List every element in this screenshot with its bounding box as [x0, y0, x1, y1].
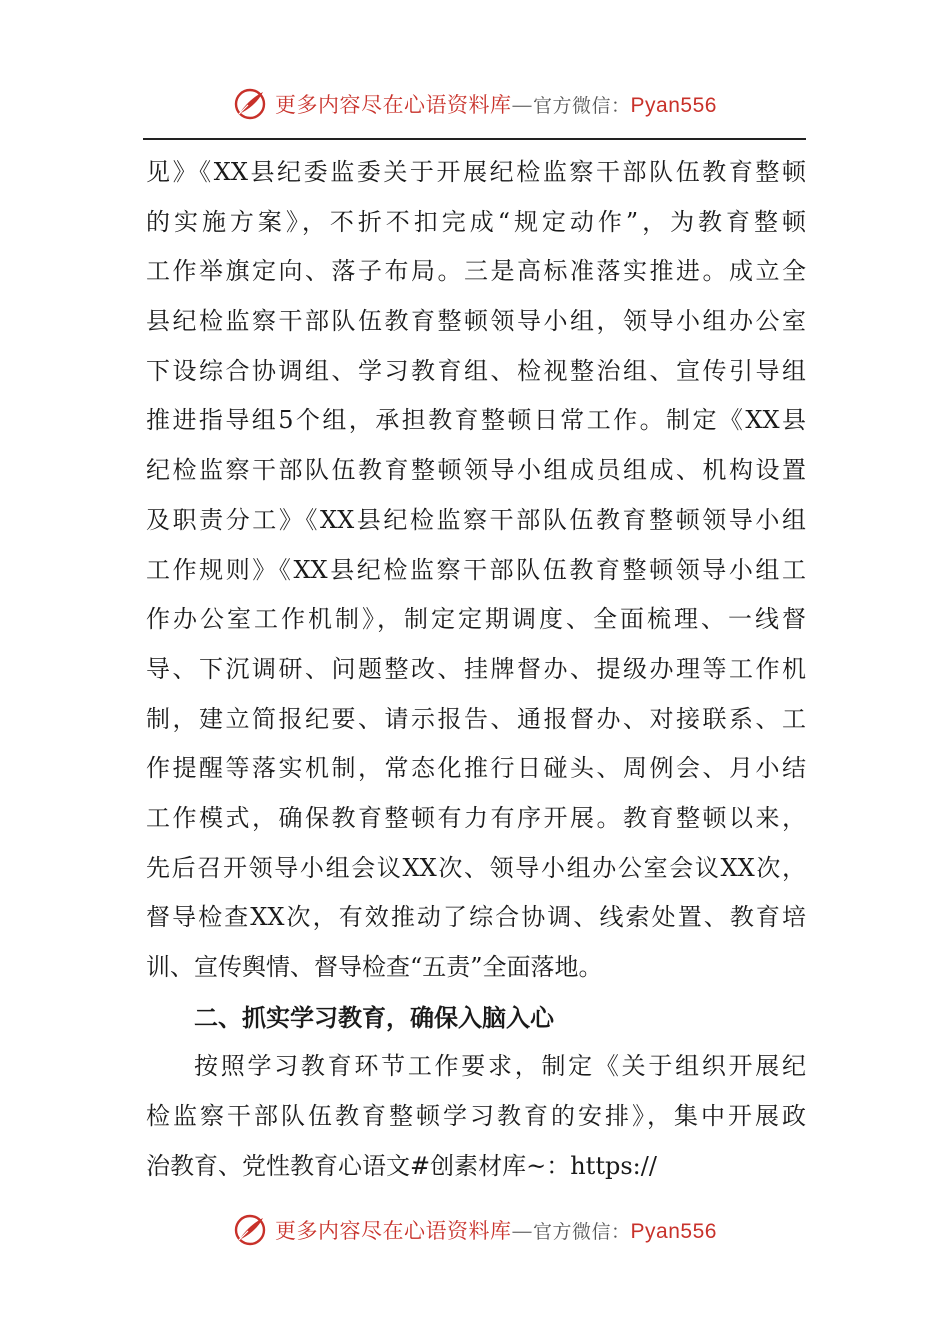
text-line: 工作规则》《XX县纪检监察干部队伍教育整顿领导小组工 — [146, 555, 806, 584]
quill-pen-logo-icon — [233, 1213, 267, 1247]
paragraph-1 — [146, 148, 806, 993]
text-line: 的实施方案》，不折不扣完成“规定动作”，为教育整顿 — [146, 207, 806, 236]
header-rule — [143, 138, 806, 140]
text-line: 工作举旗定向、落子布局。三是高标准落实推进。成立全 — [146, 257, 806, 286]
text-line: 县纪检监察干部队伍教育整顿领导小组，领导小组办公室 — [146, 307, 806, 336]
text-line: 下设综合协调组、学习教育组、检视整治组、宣传引导组 — [146, 356, 806, 385]
quill-pen-logo-icon — [233, 87, 267, 121]
banner-wechat-id: Pyan556 — [630, 1220, 717, 1243]
banner-label: 官方微信： — [533, 95, 631, 117]
text-line: 纪检监察干部队伍教育整顿领导小组成员组成、机构设置 — [146, 456, 806, 485]
text-line: 制，建立简报纪要、请示报告、通报督办、对接联系、工 — [146, 704, 806, 733]
banner-dash: — — [511, 1219, 534, 1243]
text-line: 按照学习教育环节工作要求，制定《关于组织开展纪 — [194, 1052, 806, 1081]
banner-text — [275, 1215, 717, 1245]
banner-brand: 更多内容尽在心语资料库 — [275, 93, 512, 117]
text-line: 作办公室工作机制》，制定定期调度、全面梳理、一线督 — [146, 605, 806, 634]
text-line: 训、宣传舆情、督导检查“五责”全面落地。 — [146, 953, 603, 981]
paragraph-2 — [146, 1042, 806, 1191]
text-line: 作提醒等落实机制，常态化推行日碰头、周例会、月小结 — [146, 754, 806, 783]
text-line: 推进指导组5个组，承担教育整顿日常工作。制定《XX县 — [146, 406, 806, 435]
text-line: 督导检查XX次，有效推动了综合协调、线索处置、教育培 — [146, 903, 806, 932]
banner-dash: — — [511, 93, 534, 117]
footer-banner — [0, 1208, 950, 1252]
banner-text — [275, 89, 717, 119]
text-line: 检监察干部队伍教育整顿学习教育的安排》，集中开展政 — [146, 1102, 806, 1131]
text-line: 治教育、党性教育心语文#创素材库~：https:// — [146, 1151, 657, 1180]
document-body — [146, 148, 806, 1191]
banner-label: 官方微信： — [533, 1221, 631, 1243]
text-line: 及职责分工》《XX县纪检监察干部队伍教育整顿领导小组 — [146, 505, 806, 534]
banner-brand: 更多内容尽在心语资料库 — [275, 1219, 512, 1243]
text-line: 工作模式，确保教育整顿有力有序开展。教育整顿以来， — [146, 803, 806, 832]
text-line: 先后召开领导小组会议XX次、领导小组办公室会议XX次， — [146, 853, 806, 882]
text-line: 导、下沉调研、问题整改、挂牌督办、提级办理等工作机 — [146, 654, 806, 683]
header-banner — [0, 82, 950, 126]
text-line: 见》《XX县纪委监委关于开展纪检监察干部队伍教育整顿 — [146, 158, 806, 186]
section-heading-2: 二、抓实学习教育，确保入脑入心 — [194, 1002, 554, 1032]
banner-wechat-id: Pyan556 — [630, 94, 717, 117]
